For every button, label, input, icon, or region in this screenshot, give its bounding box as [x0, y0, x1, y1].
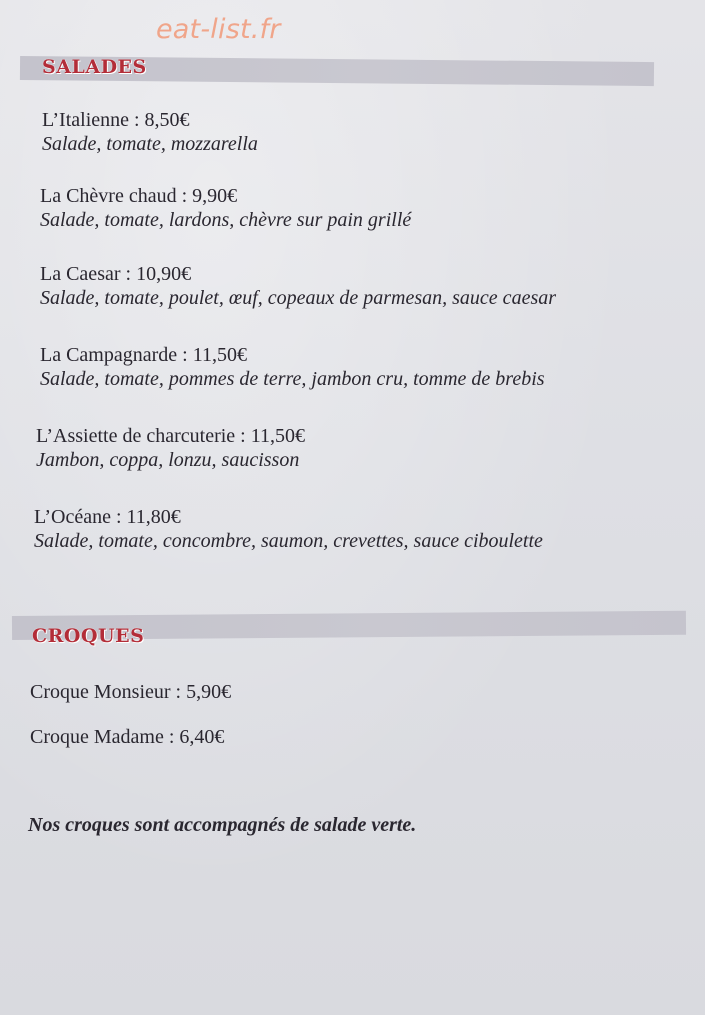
item-description: Salade, tomate, lardons, chèvre sur pain grillé — [40, 209, 412, 231]
item-name: Croque Monsieur : 5,90€ — [30, 681, 232, 703]
menu-item-croque-monsieur — [30, 680, 231, 704]
menu-item-caesar — [40, 262, 556, 310]
item-description: Salade, tomate, poulet, œuf, copeaux de parmesan, sauce caesar — [40, 287, 557, 309]
menu-item-croque-madame — [30, 725, 224, 749]
section-title-croques: CROQUES — [32, 625, 145, 647]
menu-item-campagnarde — [40, 343, 545, 391]
menu-item-oceane — [34, 505, 543, 553]
section-title-salades: SALADES — [42, 56, 147, 78]
item-description: Salade, tomate, concombre, saumon, crevettes, sauce ciboulette — [34, 530, 543, 552]
item-name: La Campagnarde : 11,50€ — [40, 344, 247, 366]
item-description: Jambon, coppa, lonzu, saucisson — [36, 449, 300, 471]
item-name: L’Océane : 11,80€ — [34, 506, 181, 528]
croques-note: Nos croques sont accompagnés de salade verte. — [28, 814, 417, 836]
item-description: Salade, tomate, mozzarella — [42, 133, 258, 155]
item-name: La Chèvre chaud : 9,90€ — [40, 185, 238, 207]
menu-item-assiette-charcuterie — [36, 424, 305, 472]
menu-item-chevre-chaud — [40, 184, 411, 232]
menu-item-italienne — [42, 108, 258, 156]
watermark: eat-list.fr — [156, 14, 281, 45]
item-name: La Caesar : 10,90€ — [40, 263, 192, 285]
item-name: L’Italienne : 8,50€ — [42, 109, 190, 131]
item-name: L’Assiette de charcuterie : 11,50€ — [36, 425, 305, 447]
item-name: Croque Madame : 6,40€ — [30, 726, 225, 748]
item-description: Salade, tomate, pommes de terre, jambon cru, tomme de brebis — [40, 368, 545, 390]
